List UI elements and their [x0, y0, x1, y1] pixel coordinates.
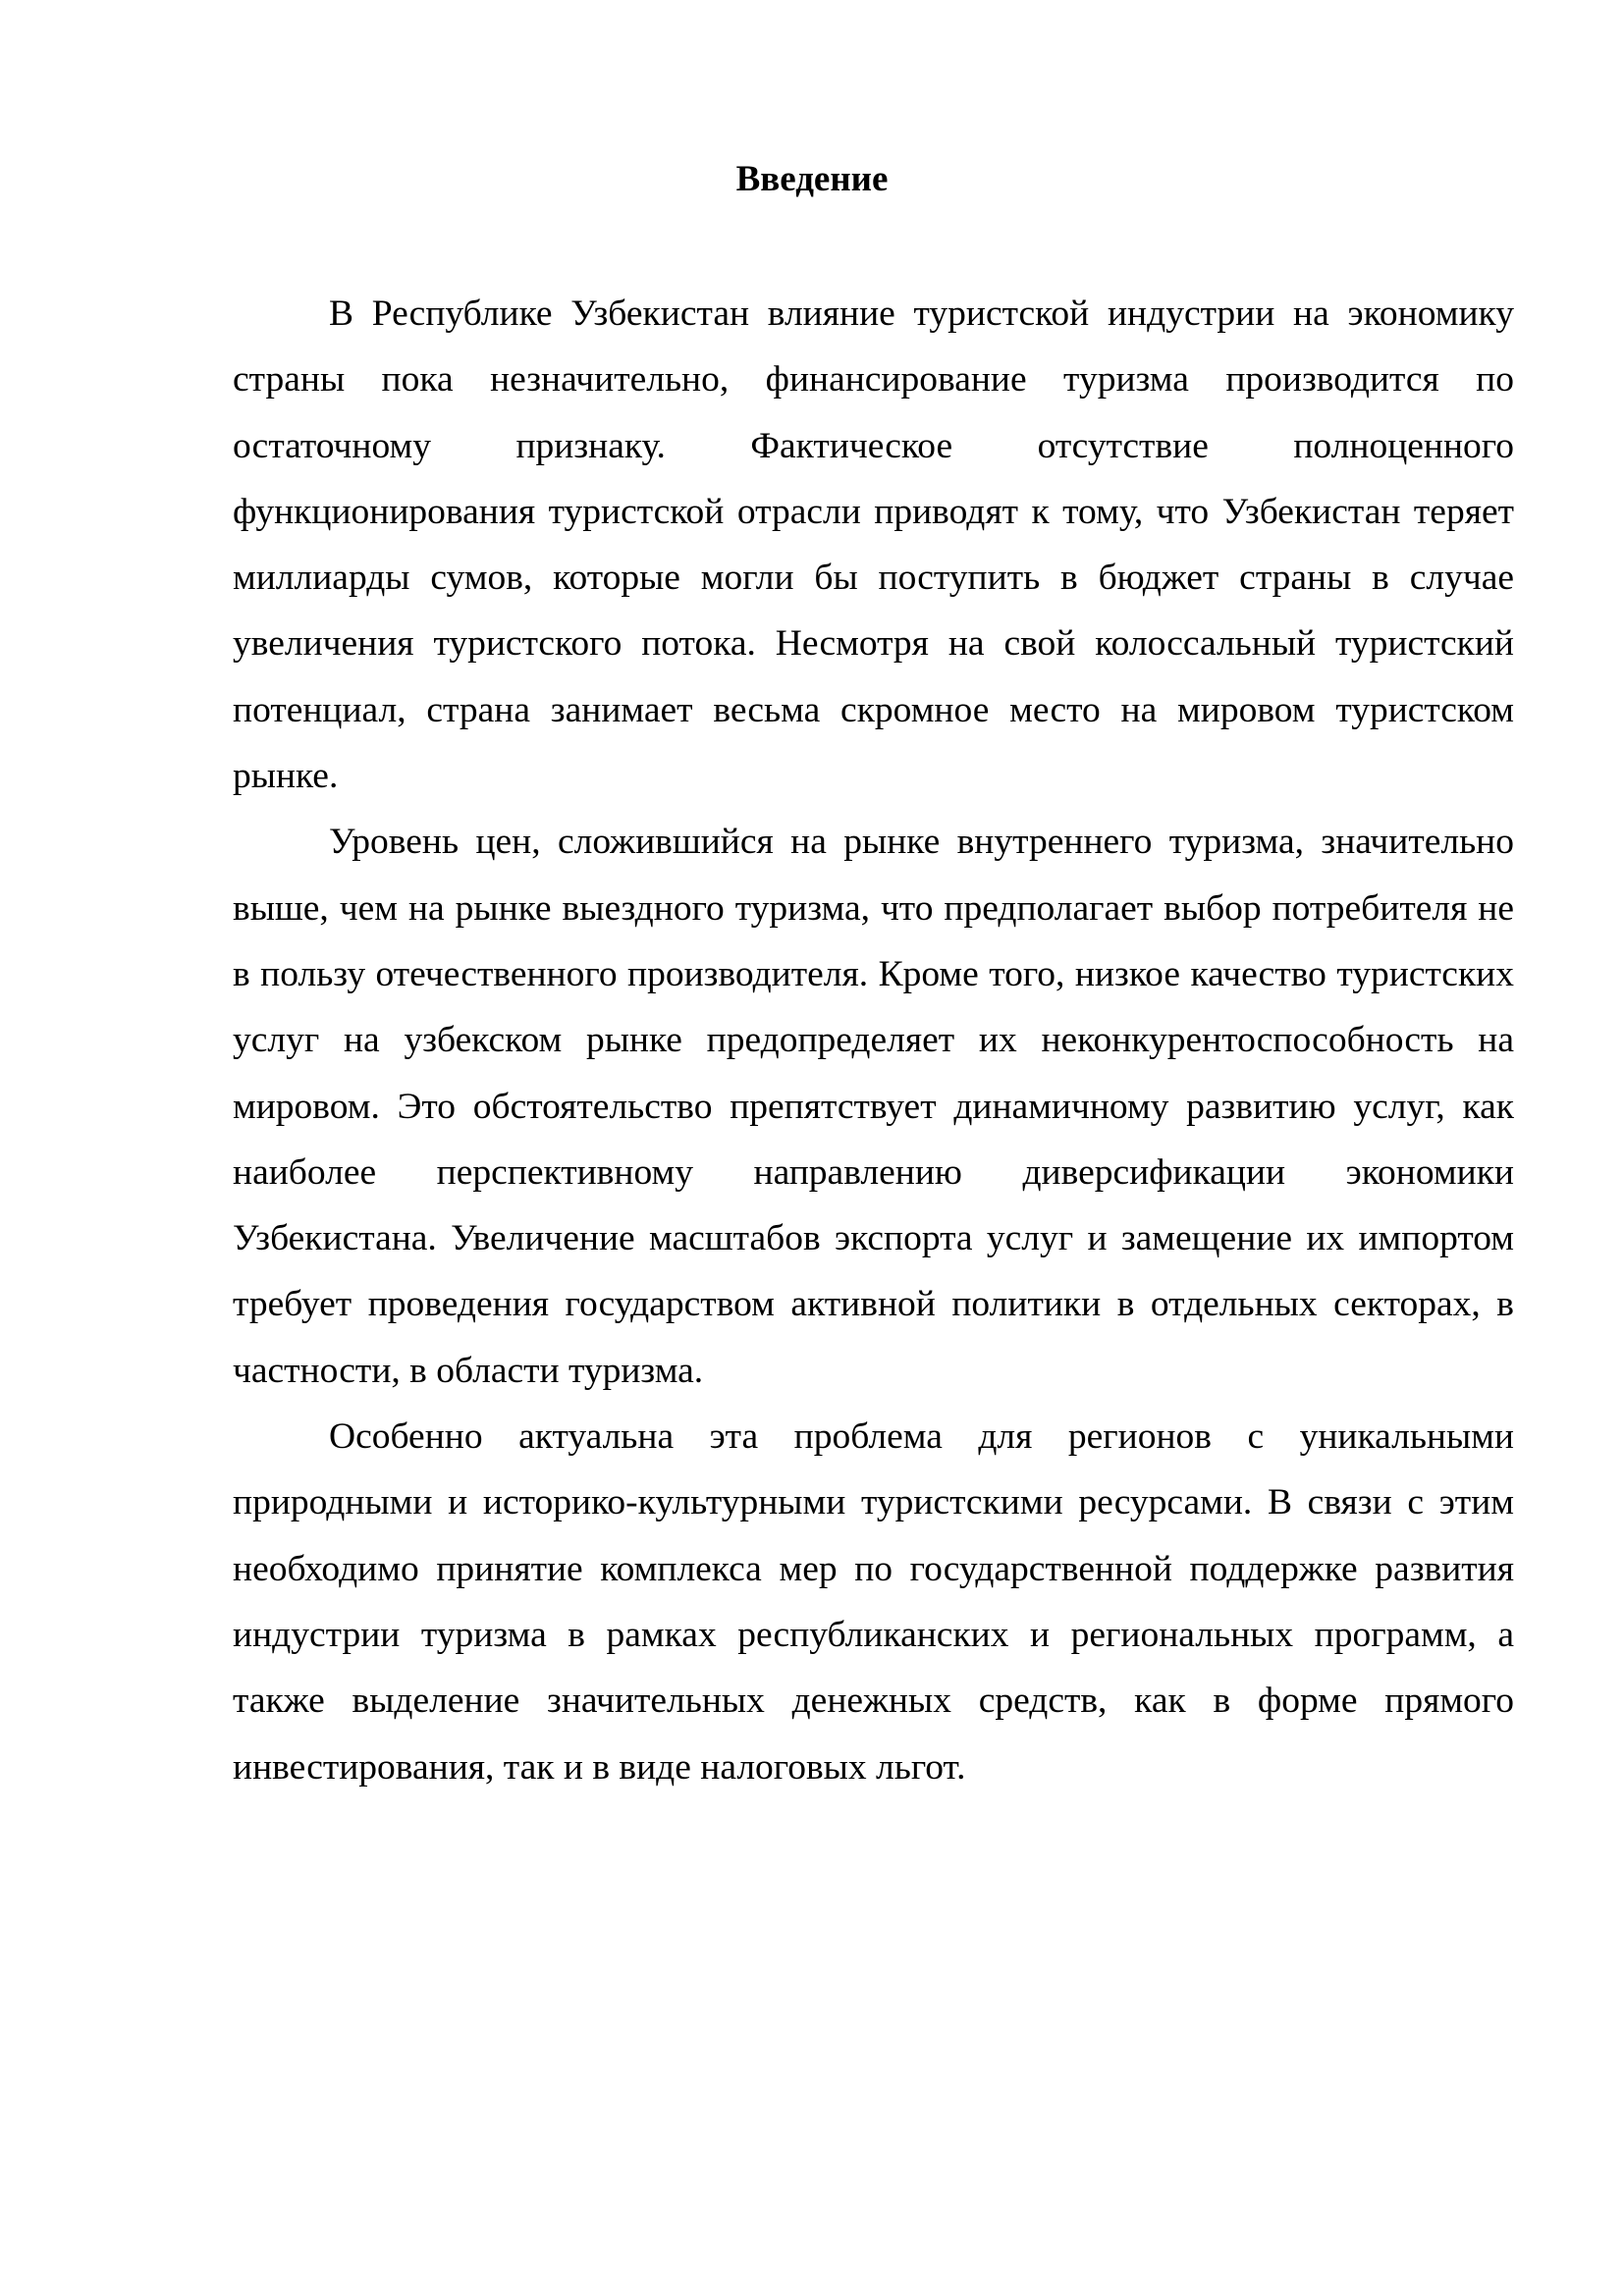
page-title: Введение [735, 159, 889, 199]
paragraph-2: Уровень цен, сложившийся на рынке внутреннего туризма, значительно выше, чем на рынке выездного туризма, что предполагает выбор потребителя не в пользу отечественного производителя. Кроме того, низкое качество туристских услуг на узбекском рынке предопределяет их неконкурентоспособность на мировом. Это обстоятельство препятствует динамичному развитию услуг, как наиболее перспективному направлению диверсификации экономики Узбекистана. Увеличение масштабов экспорта услуг и замещение их импортом требует проведения государством активной политики в отдельных секторах, в частности, в области туризма. [233, 822, 1514, 1391]
paragraph-1: В Республике Узбекистан влияние туристской индустрии на экономику страны пока незначительно, финансирование туризма производится по остаточному признаку. Фактическое отсутствие полноценного функционирования туристской отрасли приводят к тому, что Узбекистан теряет миллиарды сумов, которые могли бы поступить в бюджет страны в случае увеличения туристского потока. Несмотря на свой колоссальный туристский потенциал, страна занимает весьма скромное место на мировом туристском рынке. [233, 294, 1514, 797]
paragraph-3: Особенно актуальна эта проблема для регионов с уникальными природными и историко-культурными туристскими ресурсами. В связи с этим необходимо принятие комплекса мер по государственной поддержке развития индустрии туризма в рамках республиканских и региональных программ, а также выделение значительных денежных средств, как в форме прямого инвестирования, так и в виде налоговых льгот. [233, 1416, 1514, 1788]
document-body [233, 281, 1514, 1800]
